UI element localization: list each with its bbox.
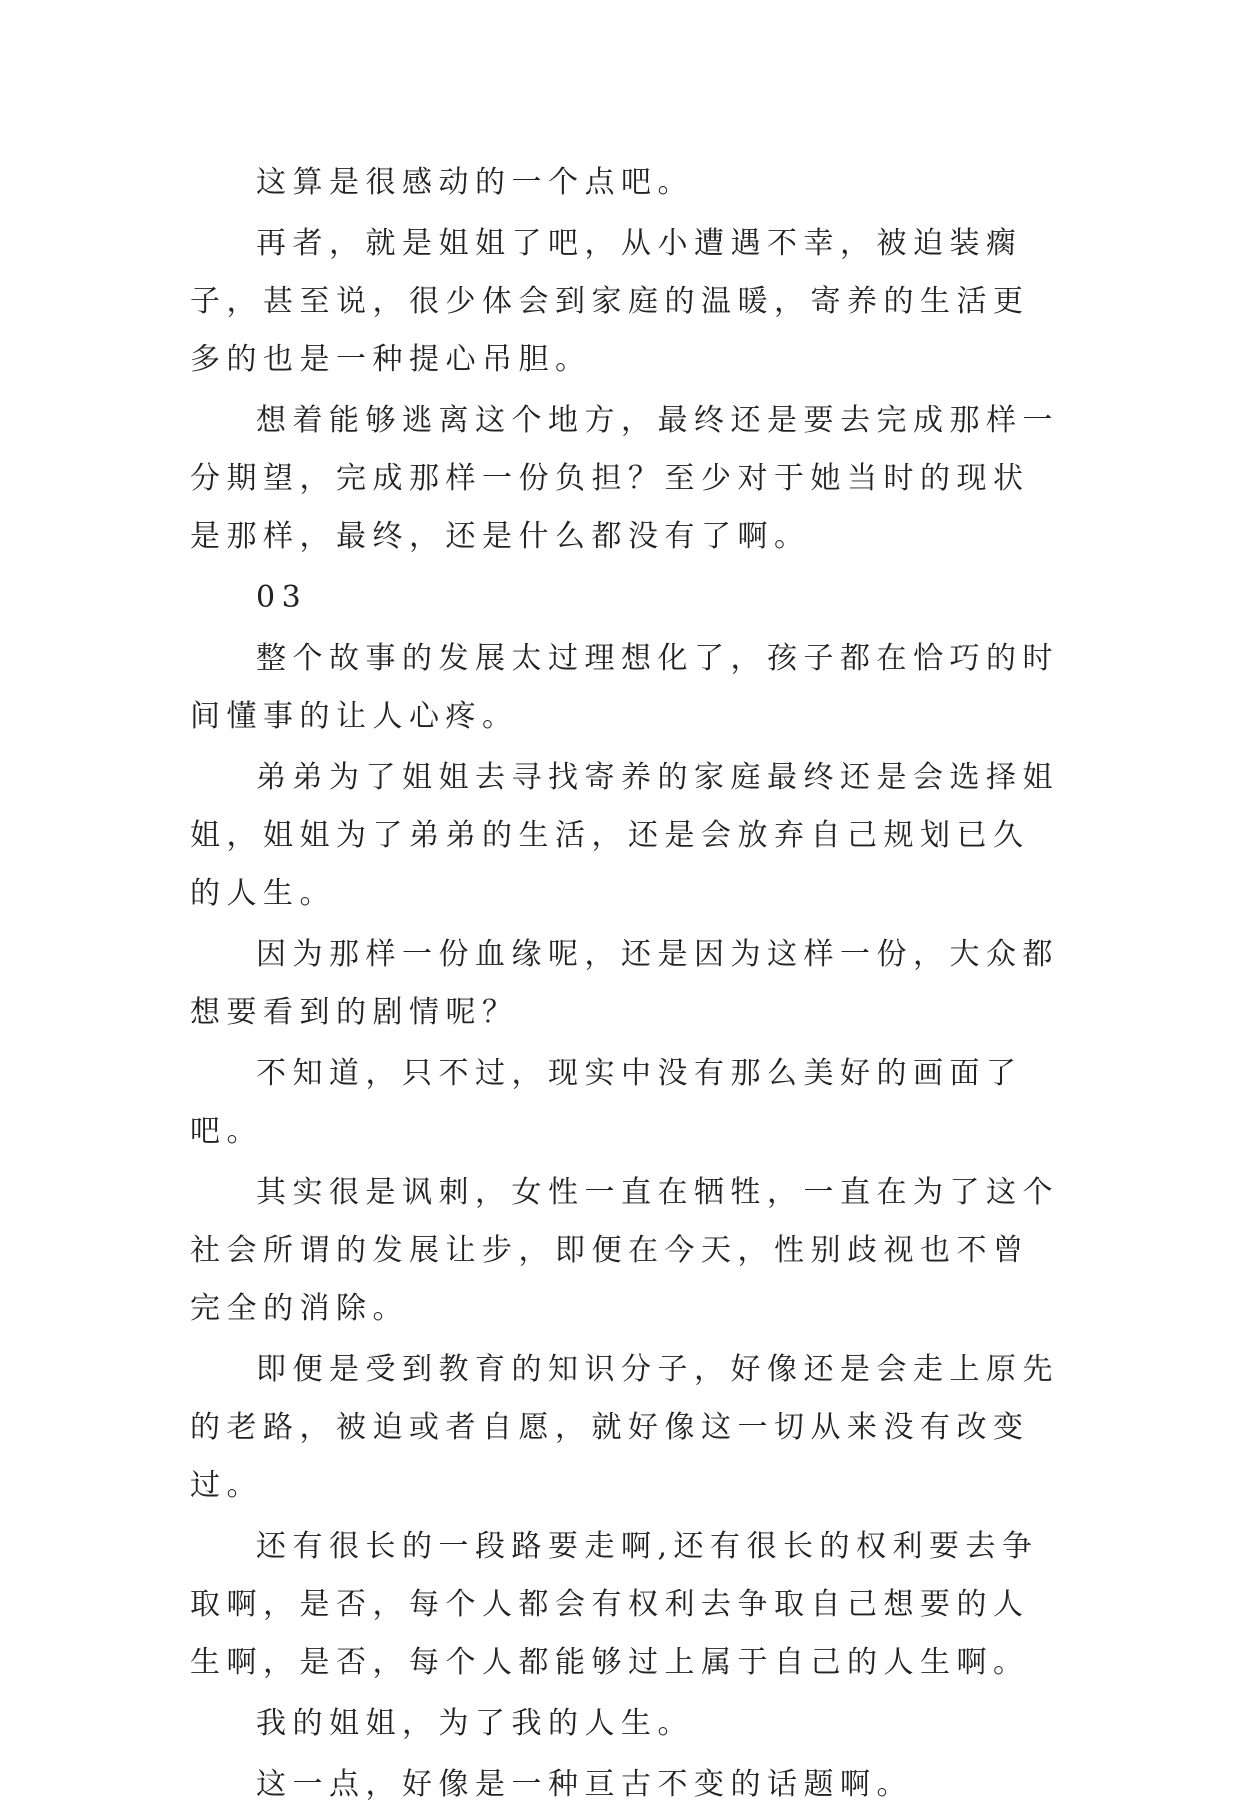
paragraph: 即便是受到教育的知识分子，好像还是会走上原先的老路，被迫或者自愿，就好像这一切从来没有改变过。 xyxy=(190,1352,1059,1503)
paragraph: 其实很是讽刺，女性一直在牺牲，一直在为了这个社会所谓的发展让步，即便在今天，性别歧视也不曾完全的消除。 xyxy=(190,1175,1059,1326)
paragraph: 这算是很感动的一个点吧。 xyxy=(256,165,694,200)
paragraph: 整个故事的发展太过理想化了，孩子都在恰巧的时间懂事的让人心疼。 xyxy=(190,641,1059,734)
paragraph: 我的姐姐，为了我的人生。 xyxy=(256,1706,694,1741)
paragraph: 不知道，只不过，现实中没有那么美好的画面了吧。 xyxy=(190,1056,1023,1149)
paragraph: 这一点，好像是一种亘古不变的话题啊。 xyxy=(256,1767,913,1802)
paragraph: 还有很长的一段路要走啊,还有很长的权利要去争取啊，是否，每个人都会有权利去争取自己想要的人生啊，是否，每个人都能够过上属于自己的人生啊。 xyxy=(190,1529,1039,1680)
paragraph: 再者，就是姐姐了吧，从小遭遇不幸，被迫装瘸子，甚至说，很少体会到家庭的温暖，寄养的生活更多的也是一种提心吊胆。 xyxy=(190,226,1030,377)
paragraph: 弟弟为了姐姐去寻找寄养的家庭最终还是会选择姐姐，姐姐为了弟弟的生活，还是会放弃自己规划已久的人生。 xyxy=(190,760,1059,911)
article-body xyxy=(190,154,1060,1817)
section-number: 03 xyxy=(256,580,308,615)
paragraph: 因为那样一份血缘呢，还是因为这样一份，大众都想要看到的剧情呢？ xyxy=(190,937,1059,1030)
paragraph: 想着能够逃离这个地方，最终还是要去完成那样一分期望，完成那样一份负担？至少对于她当时的现状是那样，最终，还是什么都没有了啊。 xyxy=(190,403,1059,554)
